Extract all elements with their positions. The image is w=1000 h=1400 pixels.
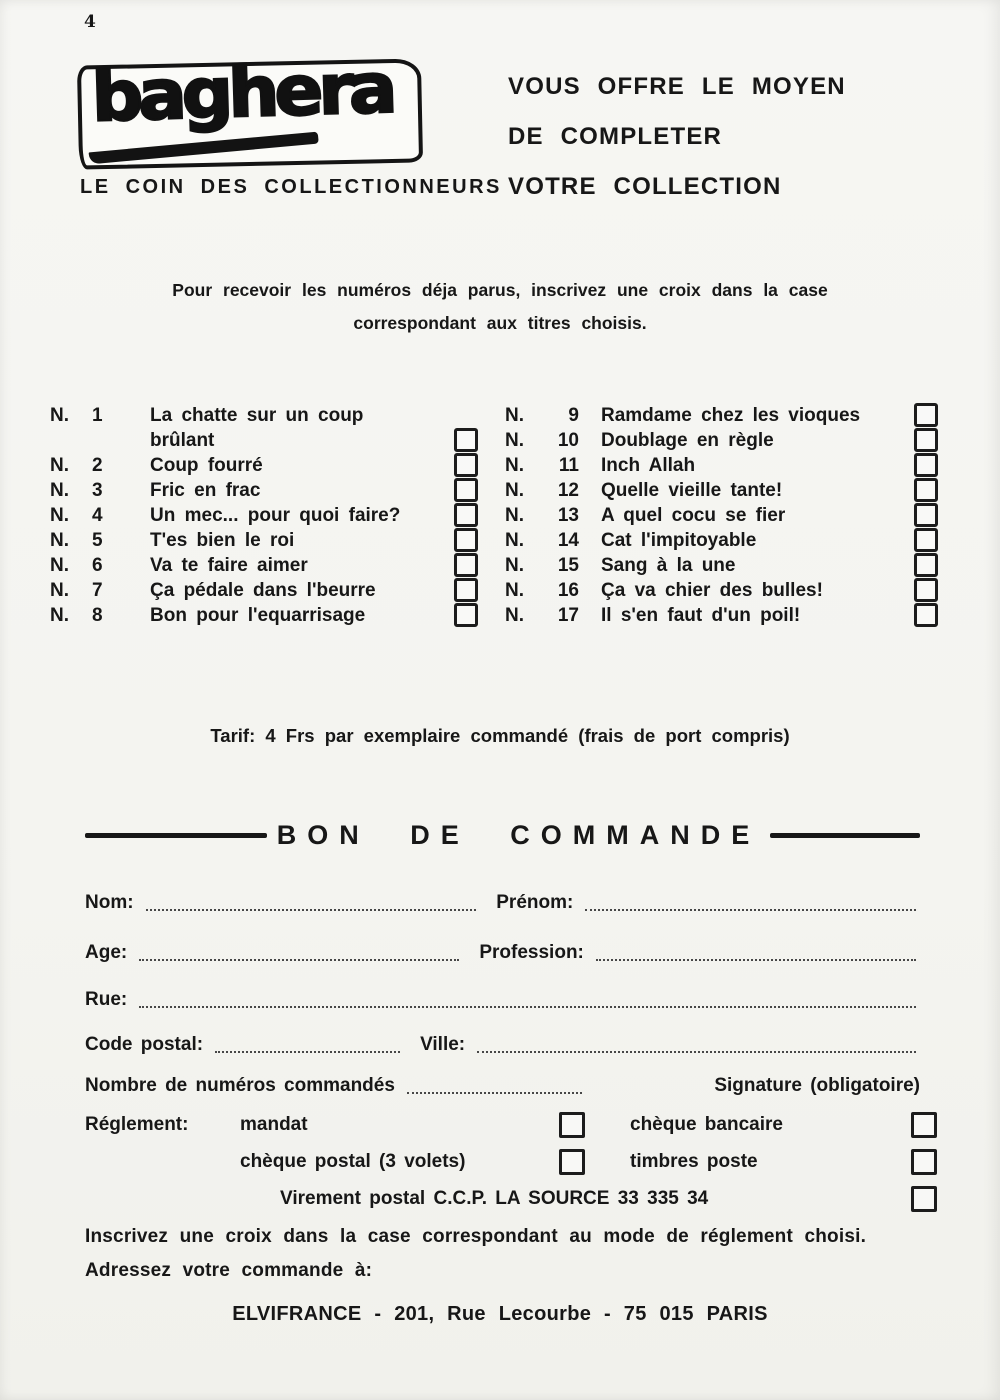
age-label: Age: — [85, 942, 128, 963]
code-postal-input-line[interactable] — [215, 1037, 400, 1053]
item-prefix: N. — [505, 430, 524, 451]
prenom-label: Prénom: — [496, 892, 574, 913]
catalog-item — [50, 453, 478, 478]
item-10-checkbox[interactable] — [914, 428, 938, 452]
timbres-poste-checkbox[interactable] — [911, 1149, 937, 1175]
catalog-column-right — [505, 403, 938, 628]
catalog-item — [505, 403, 938, 428]
item-title: T'es bien le roi — [150, 530, 295, 551]
item-prefix: N. — [50, 505, 69, 526]
item-prefix: N. — [505, 480, 524, 501]
item-title: Ça pédale dans l'beurre — [150, 580, 376, 601]
item-12-checkbox[interactable] — [914, 478, 938, 502]
item-prefix: N. — [50, 405, 69, 426]
mandat-checkbox[interactable] — [559, 1112, 585, 1138]
item-9-checkbox[interactable] — [914, 403, 938, 427]
signature-label: Signature (obligatoire) — [714, 1075, 920, 1096]
item-title: Va te faire aimer — [150, 555, 308, 576]
nombre-label: Nombre de numéros commandés — [85, 1075, 395, 1096]
payment-option-cheque-postal — [240, 1149, 585, 1175]
item-title: Quelle vieille tante! — [601, 480, 783, 501]
nom-label: Nom: — [85, 892, 134, 913]
payment-row-2 — [85, 1149, 937, 1175]
rue-label: Rue: — [85, 989, 128, 1010]
ville-input-line[interactable] — [477, 1037, 916, 1053]
intro-text — [0, 274, 1000, 340]
item-number: 1 — [92, 405, 103, 426]
baghera-logo — [77, 47, 423, 169]
logo-text: baghera — [90, 47, 394, 137]
item-number: 7 — [92, 580, 103, 601]
payment-option-virement — [280, 1186, 937, 1212]
item-title-line1: La chatte sur un coup — [150, 405, 364, 426]
catalog-item — [50, 603, 478, 628]
catalog-column-left — [50, 403, 478, 628]
title-rule-right — [770, 833, 920, 838]
catalog-item — [50, 403, 478, 453]
item-prefix: N. — [505, 530, 524, 551]
catalog-item — [505, 478, 938, 503]
item-1-checkbox[interactable] — [454, 428, 478, 452]
item-number: 10 — [557, 430, 579, 451]
mandat-label: mandat — [240, 1114, 308, 1135]
item-title: Coup fourré — [150, 455, 263, 476]
item-number: 14 — [557, 530, 579, 551]
item-prefix: N. — [505, 405, 524, 426]
catalog-list — [50, 403, 938, 628]
timbres-poste-label: timbres poste — [630, 1151, 758, 1172]
item-17-checkbox[interactable] — [914, 603, 938, 627]
catalog-item — [505, 453, 938, 478]
item-title: Ramdame chez les vioques — [601, 405, 861, 426]
item-number: 4 — [92, 505, 103, 526]
profession-label: Profession: — [479, 942, 584, 963]
catalog-item — [50, 503, 478, 528]
prenom-input-line[interactable] — [585, 895, 916, 911]
item-prefix: N. — [50, 580, 69, 601]
item-prefix: N. — [50, 480, 69, 501]
catalog-item — [505, 578, 938, 603]
payment-instruction: Inscrivez une croix dans la case correspondant au mode de réglement choisi. — [85, 1226, 867, 1247]
item-16-checkbox[interactable] — [914, 578, 938, 602]
tagline: LE COIN DES COLLECTIONNEURS — [80, 176, 502, 198]
item-number: 11 — [558, 455, 579, 476]
item-number: 8 — [92, 605, 103, 626]
item-7-checkbox[interactable] — [454, 578, 478, 602]
item-prefix: N. — [505, 555, 524, 576]
item-8-checkbox[interactable] — [454, 603, 478, 627]
item-number: 2 — [92, 455, 103, 476]
cheque-bancaire-checkbox[interactable] — [911, 1112, 937, 1138]
order-form-title-row — [85, 820, 920, 851]
item-number: 13 — [557, 505, 579, 526]
item-title: Cat l'impitoyable — [601, 530, 757, 551]
item-prefix: N. — [505, 455, 524, 476]
rue-input-line[interactable] — [139, 992, 916, 1008]
logo-underline-stroke — [89, 132, 319, 165]
item-5-checkbox[interactable] — [454, 528, 478, 552]
page-number: 4 — [84, 12, 96, 32]
nombre-input-line[interactable] — [407, 1078, 582, 1094]
form-row-code-ville — [85, 1034, 920, 1056]
catalog-item — [50, 553, 478, 578]
virement-postal-checkbox[interactable] — [911, 1186, 937, 1212]
item-title: Un mec... pour quoi faire? — [150, 505, 401, 526]
send-order-instruction: Adressez votre commande à: — [85, 1260, 373, 1281]
code-postal-label: Code postal: — [85, 1034, 204, 1055]
ville-label: Ville: — [420, 1034, 466, 1055]
reglement-label: Réglement: — [85, 1114, 189, 1135]
item-number: 9 — [568, 405, 579, 426]
payment-row-3 — [85, 1186, 937, 1212]
catalog-item — [50, 478, 478, 503]
item-title: Sang à la une — [601, 555, 736, 576]
cheque-postal-checkbox[interactable] — [559, 1149, 585, 1175]
offer-text — [508, 62, 846, 212]
catalog-item — [505, 528, 938, 553]
item-2-checkbox[interactable] — [454, 453, 478, 477]
catalog-item — [505, 553, 938, 578]
item-4-checkbox[interactable] — [454, 503, 478, 527]
profession-input-line[interactable] — [596, 945, 916, 961]
catalog-item — [505, 428, 938, 453]
item-prefix: N. — [50, 555, 69, 576]
item-title: A quel cocu se fier — [601, 505, 786, 526]
item-title — [150, 403, 454, 453]
form-row-nombre-signature — [85, 1075, 920, 1097]
item-prefix: N. — [505, 605, 524, 626]
offer-line: VOTRE COLLECTION — [508, 173, 782, 200]
item-title-line2: brûlant — [150, 430, 215, 451]
payment-option-cheque-bancaire — [630, 1112, 937, 1138]
item-number: 15 — [557, 555, 579, 576]
item-number: 12 — [557, 480, 579, 501]
offer-line: VOUS OFFRE LE MOYEN — [508, 73, 846, 100]
item-title: Il s'en faut d'un poil! — [601, 605, 801, 626]
catalog-item — [50, 528, 478, 553]
item-15-checkbox[interactable] — [914, 553, 938, 577]
offer-line: DE COMPLETER — [508, 123, 723, 150]
title-rule-left — [85, 833, 267, 838]
item-title: Inch Allah — [601, 455, 696, 476]
publisher-address: ELVIFRANCE - 201, Rue Lecourbe - 75 015 PARIS — [232, 1303, 768, 1325]
form-row-rue — [85, 989, 920, 1011]
item-prefix: N. — [50, 605, 69, 626]
payment-option-timbres-poste — [630, 1149, 937, 1175]
virement-postal-label: Virement postal C.C.P. LA SOURCE 33 335 34 — [280, 1188, 709, 1209]
age-input-line[interactable] — [139, 945, 459, 961]
item-number: 6 — [92, 555, 103, 576]
item-title: Doublage en règle — [601, 430, 774, 451]
item-title: Bon pour l'equarrisage — [150, 605, 366, 626]
item-number: 5 — [92, 530, 103, 551]
item-number: 17 — [557, 605, 579, 626]
item-number: 3 — [92, 480, 103, 501]
form-row-nom-prenom — [85, 892, 920, 914]
cheque-bancaire-label: chèque bancaire — [630, 1114, 783, 1135]
item-6-checkbox[interactable] — [454, 553, 478, 577]
item-prefix: N. — [505, 580, 524, 601]
catalog-item — [50, 578, 478, 603]
item-3-checkbox[interactable] — [454, 478, 478, 502]
payment-row-1 — [85, 1112, 937, 1138]
intro-line: Pour recevoir les numéros déja parus, inscrivez une croix dans la case — [172, 280, 828, 300]
payment-option-mandat — [240, 1112, 585, 1138]
intro-line: correspondant aux titres choisis. — [353, 313, 647, 333]
item-title: Ça va chier des bulles! — [601, 580, 823, 601]
item-title: Fric en frac — [150, 480, 261, 501]
item-11-checkbox[interactable] — [914, 453, 938, 477]
item-prefix: N. — [50, 530, 69, 551]
catalog-item — [505, 603, 938, 628]
nom-input-line[interactable] — [146, 895, 477, 911]
cheque-postal-label: chèque postal (3 volets) — [240, 1151, 466, 1172]
item-prefix: N. — [50, 455, 69, 476]
tarif-line: Tarif: 4 Frs par exemplaire commandé (frais de port compris) — [210, 725, 790, 746]
item-number: 16 — [557, 580, 579, 601]
item-13-checkbox[interactable] — [914, 503, 938, 527]
catalog-item — [505, 503, 938, 528]
item-prefix: N. — [505, 505, 524, 526]
item-14-checkbox[interactable] — [914, 528, 938, 552]
form-row-age-profession — [85, 942, 920, 964]
order-form-title: BON DE COMMANDE — [276, 820, 761, 850]
